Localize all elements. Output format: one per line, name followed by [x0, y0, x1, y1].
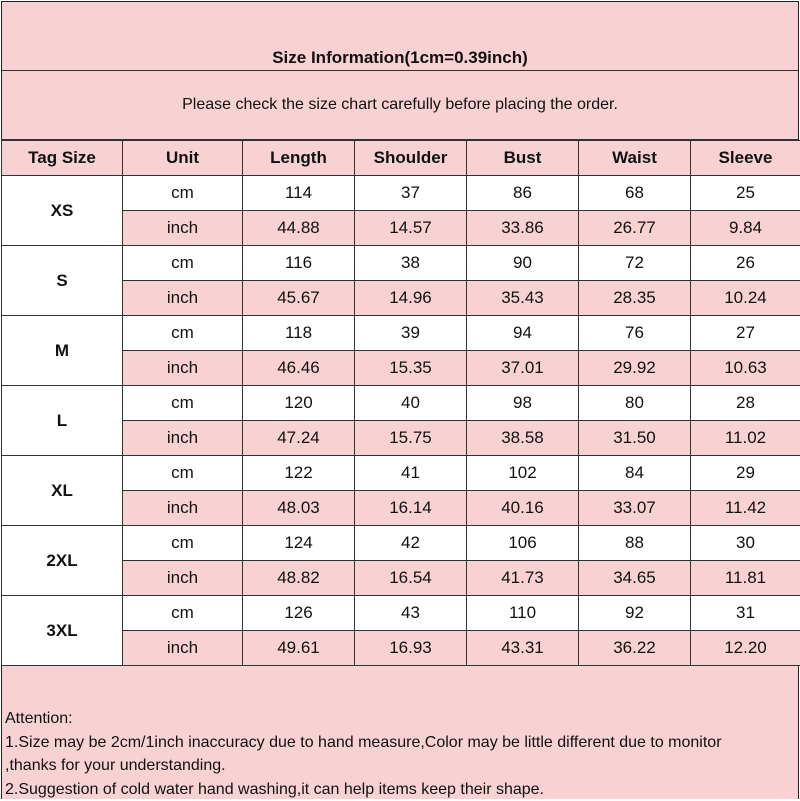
value-cell: 25: [691, 176, 800, 211]
value-cell: 11.42: [691, 491, 800, 526]
value-cell: 33.86: [467, 211, 579, 246]
unit-cell: cm: [123, 176, 243, 211]
value-cell: 40: [355, 386, 467, 421]
table-row: [2, 246, 800, 281]
header-length: Length: [243, 141, 355, 176]
value-cell: 16.93: [355, 631, 467, 666]
value-cell: 26.77: [579, 211, 691, 246]
value-cell: 34.65: [579, 561, 691, 596]
chart-title: Size Information(1cm=0.39inch): [2, 2, 798, 71]
tag-size-cell: 2XL: [2, 526, 123, 596]
tag-size-cell: XS: [2, 176, 123, 246]
value-cell: 122: [243, 456, 355, 491]
tag-size-cell: S: [2, 246, 123, 316]
value-cell: 88: [579, 526, 691, 561]
header-tag-size: Tag Size: [2, 141, 123, 176]
value-cell: 11.81: [691, 561, 800, 596]
value-cell: 68: [579, 176, 691, 211]
value-cell: 31: [691, 596, 800, 631]
value-cell: 76: [579, 316, 691, 351]
value-cell: 42: [355, 526, 467, 561]
value-cell: 10.24: [691, 281, 800, 316]
value-cell: 47.24: [243, 421, 355, 456]
unit-cell: cm: [123, 316, 243, 351]
header-shoulder: Shoulder: [355, 141, 467, 176]
unit-cell: inch: [123, 491, 243, 526]
unit-cell: cm: [123, 526, 243, 561]
unit-cell: inch: [123, 561, 243, 596]
value-cell: 44.88: [243, 211, 355, 246]
value-cell: 72: [579, 246, 691, 281]
table-row: [2, 456, 800, 491]
value-cell: 16.54: [355, 561, 467, 596]
value-cell: 28: [691, 386, 800, 421]
table-row: [2, 596, 800, 631]
tag-size-cell: XL: [2, 456, 123, 526]
unit-cell: cm: [123, 456, 243, 491]
unit-cell: cm: [123, 596, 243, 631]
tag-size-cell: 3XL: [2, 596, 123, 666]
table-row: [2, 316, 800, 351]
attention-notes: [5, 707, 792, 801]
value-cell: 114: [243, 176, 355, 211]
unit-cell: inch: [123, 281, 243, 316]
size-chart: [1, 1, 799, 799]
value-cell: 98: [467, 386, 579, 421]
unit-cell: cm: [123, 386, 243, 421]
size-table-body: [2, 176, 800, 666]
unit-cell: inch: [123, 351, 243, 386]
value-cell: 80: [579, 386, 691, 421]
value-cell: 48.03: [243, 491, 355, 526]
value-cell: 30: [691, 526, 800, 561]
value-cell: 106: [467, 526, 579, 561]
unit-cell: inch: [123, 421, 243, 456]
header-waist: Waist: [579, 141, 691, 176]
value-cell: 27: [691, 316, 800, 351]
tag-size-cell: M: [2, 316, 123, 386]
header-unit: Unit: [123, 141, 243, 176]
value-cell: 33.07: [579, 491, 691, 526]
table-row: [2, 526, 800, 561]
value-cell: 86: [467, 176, 579, 211]
value-cell: 35.43: [467, 281, 579, 316]
value-cell: 126: [243, 596, 355, 631]
value-cell: 28.35: [579, 281, 691, 316]
value-cell: 120: [243, 386, 355, 421]
header-sleeve: Sleeve: [691, 141, 800, 176]
chart-notice: Please check the size chart carefully before placing the order.: [2, 71, 798, 140]
value-cell: 16.14: [355, 491, 467, 526]
value-cell: 41: [355, 456, 467, 491]
attention-line-2: 2.Suggestion of cold water hand washing,it can help items keep their shape.: [5, 778, 792, 801]
value-cell: 94: [467, 316, 579, 351]
value-cell: 124: [243, 526, 355, 561]
value-cell: 14.57: [355, 211, 467, 246]
value-cell: 110: [467, 596, 579, 631]
table-row: [2, 176, 800, 211]
header-row: [2, 141, 800, 176]
value-cell: 31.50: [579, 421, 691, 456]
unit-cell: inch: [123, 211, 243, 246]
value-cell: 43.31: [467, 631, 579, 666]
table-row: [2, 386, 800, 421]
value-cell: 37.01: [467, 351, 579, 386]
value-cell: 15.75: [355, 421, 467, 456]
size-table: [1, 140, 800, 666]
value-cell: 46.46: [243, 351, 355, 386]
value-cell: 10.63: [691, 351, 800, 386]
value-cell: 116: [243, 246, 355, 281]
tag-size-cell: L: [2, 386, 123, 456]
value-cell: 48.82: [243, 561, 355, 596]
value-cell: 12.20: [691, 631, 800, 666]
value-cell: 90: [467, 246, 579, 281]
value-cell: 26: [691, 246, 800, 281]
value-cell: 29.92: [579, 351, 691, 386]
value-cell: 49.61: [243, 631, 355, 666]
attention-line-1-cont: ,thanks for your understanding.: [5, 754, 792, 778]
value-cell: 11.02: [691, 421, 800, 456]
unit-cell: inch: [123, 631, 243, 666]
value-cell: 15.35: [355, 351, 467, 386]
value-cell: 38: [355, 246, 467, 281]
attention-line-1: 1.Size may be 2cm/1inch inaccuracy due to hand measure,Color may be little different due to monitor: [5, 731, 792, 755]
value-cell: 84: [579, 456, 691, 491]
value-cell: 9.84: [691, 211, 800, 246]
unit-cell: cm: [123, 246, 243, 281]
value-cell: 38.58: [467, 421, 579, 456]
value-cell: 118: [243, 316, 355, 351]
value-cell: 36.22: [579, 631, 691, 666]
value-cell: 45.67: [243, 281, 355, 316]
value-cell: 102: [467, 456, 579, 491]
attention-heading: Attention:: [5, 707, 792, 731]
header-bust: Bust: [467, 141, 579, 176]
value-cell: 41.73: [467, 561, 579, 596]
value-cell: 43: [355, 596, 467, 631]
value-cell: 14.96: [355, 281, 467, 316]
value-cell: 37: [355, 176, 467, 211]
value-cell: 92: [579, 596, 691, 631]
value-cell: 40.16: [467, 491, 579, 526]
value-cell: 29: [691, 456, 800, 491]
value-cell: 39: [355, 316, 467, 351]
